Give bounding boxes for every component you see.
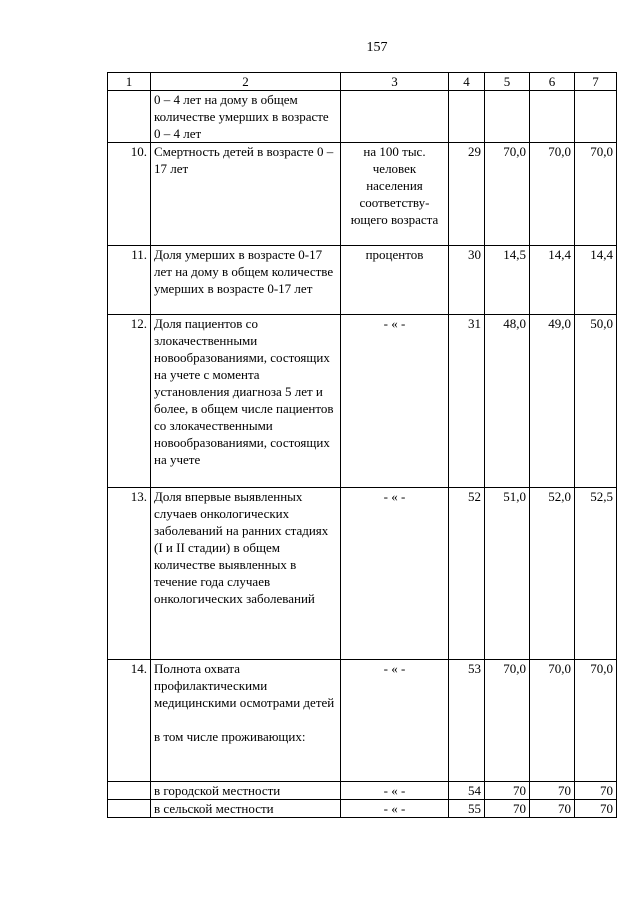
row-number: 11. [108, 246, 151, 315]
header-cell: 2 [151, 73, 341, 91]
row-unit: - « - [341, 488, 449, 660]
row-value-3: 14,4 [575, 246, 617, 315]
row-code [449, 91, 485, 143]
row-name: Полнота охвата профилактическими медицинскими осмотрами детей [154, 661, 335, 710]
row-value-2: 14,4 [530, 246, 575, 315]
row-unit: - « - [341, 315, 449, 488]
row-number: 13. [108, 488, 151, 660]
row-value-2: 49,0 [530, 315, 575, 488]
row-code: 52 [449, 488, 485, 660]
table-row [108, 315, 617, 488]
header-cell: 3 [341, 73, 449, 91]
row-name: Доля впервые выявленных случаев онкологических заболеваний на ранних стадиях (I и II стадии) в общем количестве выявленных в течение года случаев онкологических заболеваний [151, 488, 341, 660]
row-name-cell [151, 660, 341, 782]
row-name: Доля пациентов со злокачественными новообразованиями, состоящих на учете с момента установления диагноза 5 лет и более, в общем числе пациентов со злокачественными новообразованиями, состоящих на учете [151, 315, 341, 488]
row-value-3: 52,5 [575, 488, 617, 660]
table-row [108, 782, 617, 800]
row-unit: - « - [341, 782, 449, 800]
row-value-2: 70,0 [530, 143, 575, 246]
row-name-subheading: в том числе проживающих: [154, 729, 306, 744]
row-code: 31 [449, 315, 485, 488]
row-unit: - « - [341, 660, 449, 782]
table-row [108, 800, 617, 818]
page-number: 157 [366, 40, 388, 55]
row-name: Доля умерших в возрасте 0-17 лет на дому в общем количестве умерших в возрасте 0-17 лет [151, 246, 341, 315]
indicators-table [107, 72, 617, 818]
row-value-3: 50,0 [575, 315, 617, 488]
row-value-2 [530, 91, 575, 143]
row-unit [341, 91, 449, 143]
row-code: 54 [449, 782, 485, 800]
row-unit: на 100 тыс. человек населения соответству-ющего возраста [341, 143, 449, 246]
row-value-1: 70 [485, 800, 530, 818]
table-row [108, 143, 617, 246]
row-name: Смертность детей в возрасте 0 – 17 лет [151, 143, 341, 246]
row-unit: процентов [341, 246, 449, 315]
row-name: в сельской местности [151, 800, 341, 818]
row-value-1: 70,0 [485, 660, 530, 782]
row-value-3: 70 [575, 782, 617, 800]
row-value-1: 48,0 [485, 315, 530, 488]
header-cell: 7 [575, 73, 617, 91]
header-cell: 4 [449, 73, 485, 91]
row-value-2: 70 [530, 782, 575, 800]
row-value-1: 51,0 [485, 488, 530, 660]
row-value-3 [575, 91, 617, 143]
header-cell: 5 [485, 73, 530, 91]
row-number [108, 800, 151, 818]
row-code: 53 [449, 660, 485, 782]
table-row [108, 91, 617, 143]
table-row [108, 660, 617, 782]
row-unit: - « - [341, 800, 449, 818]
row-value-2: 70,0 [530, 660, 575, 782]
row-code: 29 [449, 143, 485, 246]
row-value-3: 70,0 [575, 143, 617, 246]
table-header-row [108, 73, 617, 91]
row-value-1: 70,0 [485, 143, 530, 246]
row-value-1 [485, 91, 530, 143]
row-value-3: 70 [575, 800, 617, 818]
row-value-1: 70 [485, 782, 530, 800]
header-cell: 6 [530, 73, 575, 91]
row-number [108, 782, 151, 800]
row-number [108, 91, 151, 143]
row-name: в городской местности [151, 782, 341, 800]
row-value-2: 52,0 [530, 488, 575, 660]
header-cell: 1 [108, 73, 151, 91]
row-value-3: 70,0 [575, 660, 617, 782]
row-number: 12. [108, 315, 151, 488]
row-number: 14. [108, 660, 151, 782]
row-value-1: 14,5 [485, 246, 530, 315]
row-code: 55 [449, 800, 485, 818]
row-value-2: 70 [530, 800, 575, 818]
row-number: 10. [108, 143, 151, 246]
row-code: 30 [449, 246, 485, 315]
table-row [108, 488, 617, 660]
table-row [108, 246, 617, 315]
row-name: 0 – 4 лет на дому в общем количестве умерших в возрасте 0 – 4 лет [151, 91, 341, 143]
